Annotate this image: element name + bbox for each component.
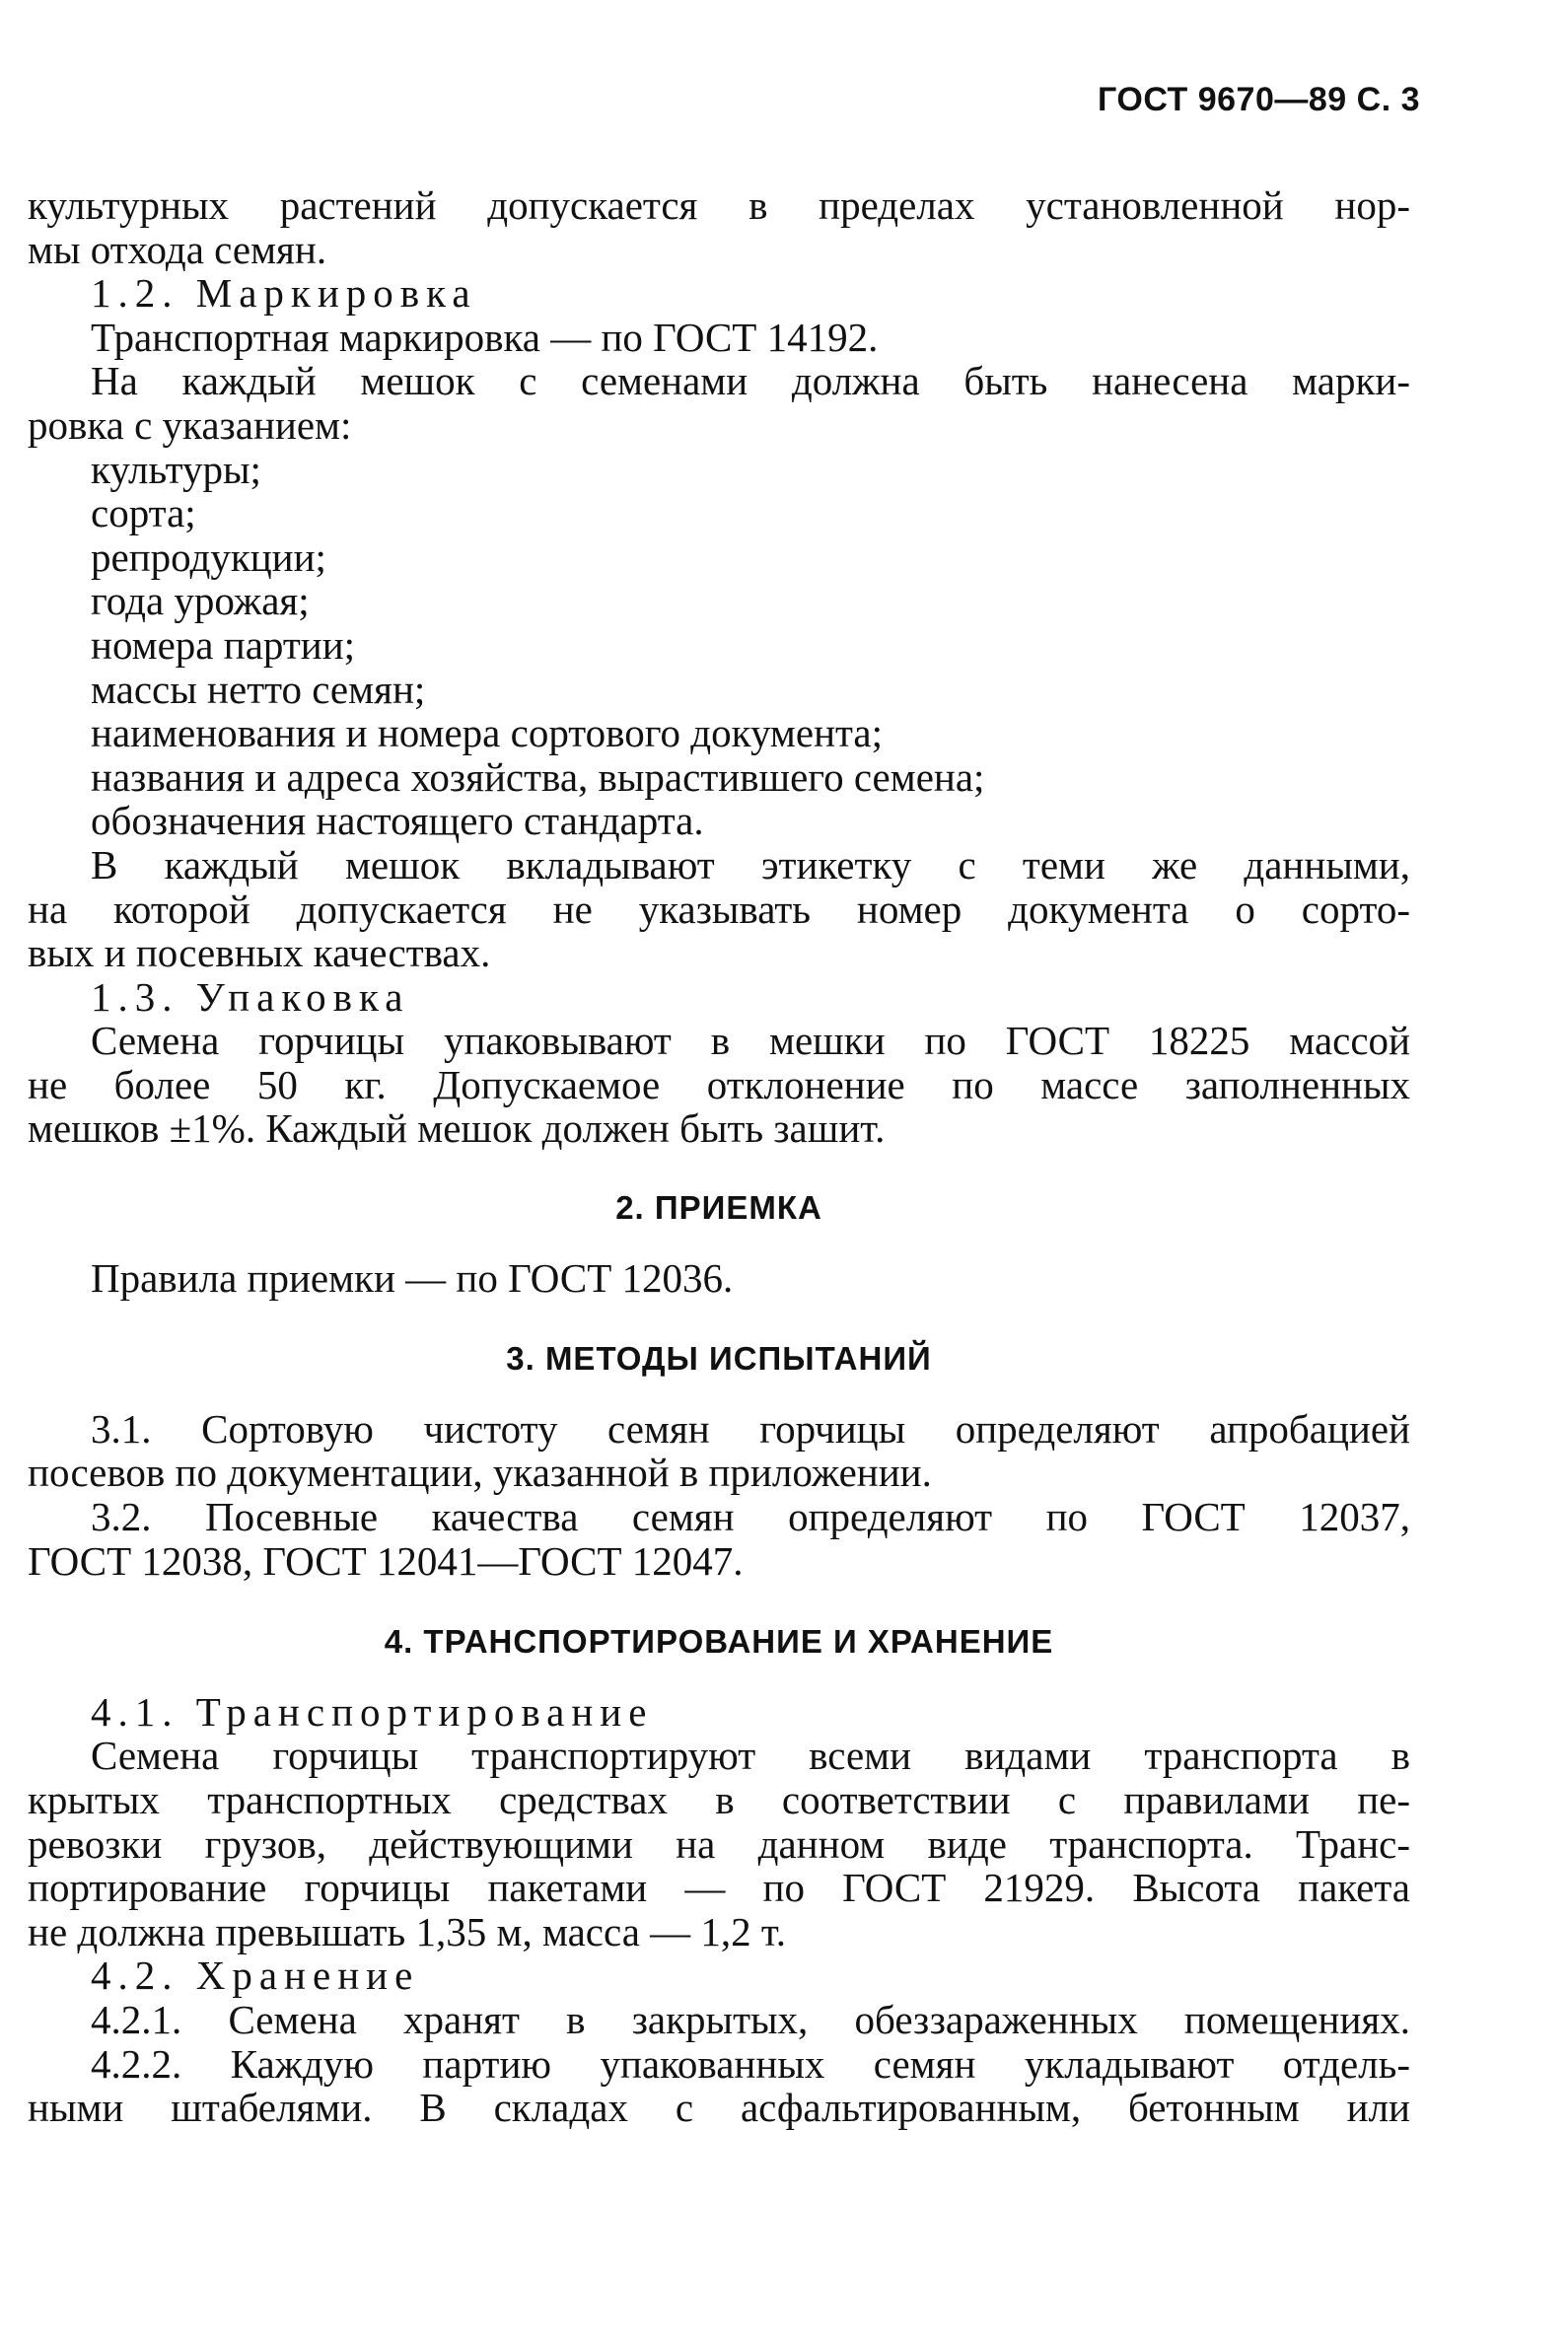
list-item: культуры;: [91, 446, 261, 492]
text-line: не должна превышать 1,35 м, масса — 1,2 т.: [28, 1908, 786, 1954]
text-line: 4.2.2. Каждую партию упакованных семян укладывают отдель-: [91, 2040, 1410, 2087]
text-line: 3.2. Посевные качества семян определяют по ГОСТ 12037,: [91, 1494, 1410, 1540]
subsection-title-packaging: 1.3. Упаковка: [91, 973, 410, 1020]
list-item: сорта;: [91, 490, 196, 536]
subsection-title-marking: 1.2. Маркировка: [91, 270, 477, 317]
text-line: вых и посевных качествах.: [28, 930, 491, 976]
text-line: Семена горчицы транспортируют всеми видами транспорта в: [91, 1733, 1410, 1779]
text-line: ровка с указанием:: [28, 401, 352, 448]
text-line: 4.2.1. Семена хранят в закрытых, обеззараженных помещениях.: [91, 1996, 1410, 2042]
list-item: обозначения настоящего стандарта.: [91, 798, 704, 844]
text-line: культурных растений допускается в пределах установленной нор-: [28, 182, 1410, 228]
running-header: ГОСТ 9670—89 С. 3: [1098, 81, 1420, 118]
list-item: года урожая;: [91, 578, 310, 624]
text-line: мы отхода семян.: [28, 226, 327, 272]
section-heading-acceptance: 2. ПРИЕМКА: [615, 1189, 822, 1227]
text-line: Транспортная маркировка — по ГОСТ 14192.: [91, 314, 879, 360]
text-line: Семена горчицы упаковывают в мешки по ГОСТ 18225 массой: [91, 1018, 1410, 1064]
text-line: ными штабелями. В складах с асфальтированным, бетонным или: [28, 2085, 1410, 2131]
list-item: репродукции;: [91, 533, 326, 580]
section-heading-test-methods: 3. МЕТОДЫ ИСПЫТАНИЙ: [506, 1340, 932, 1378]
text-line: Правила приемки — по ГОСТ 12036.: [91, 1254, 734, 1301]
text-line: ГОСТ 12038, ГОСТ 12041—ГОСТ 12047.: [28, 1537, 744, 1584]
section-heading-transport-storage: 4. ТРАНСПОРТИРОВАНИЕ И ХРАНЕНИЕ: [384, 1623, 1054, 1661]
list-item: номера партии;: [91, 621, 356, 668]
document-body: [28, 183, 1410, 2130]
text-line: на которой допускается не указывать номер документа о сорто-: [28, 886, 1410, 932]
text-line: крытых транспортных средствах в соответствии с правилами пе-: [28, 1777, 1410, 1822]
text-line: посевов по документации, указанной в приложении.: [28, 1450, 932, 1496]
text-line: мешков ±1%. Каждый мешок должен быть зашит.: [28, 1105, 886, 1152]
list-item: массы нетто семян;: [91, 666, 426, 712]
subsection-title-transportation: 4.1. Транспортирование: [91, 1688, 654, 1735]
subsection-title-storage: 4.2. Хранение: [91, 1952, 420, 1999]
text-line: 3.1. Сортовую чистоту семян горчицы определяют апробацией: [91, 1405, 1410, 1452]
text-line: На каждый мешок с семенами должна быть нанесена марки-: [91, 358, 1410, 404]
text-line: В каждый мешок вкладывают этикетку с теми же данными,: [91, 841, 1410, 887]
list-item: названия и адреса хозяйства, вырастившего семена;: [91, 753, 985, 800]
text-line: ревозки грузов, действующими на данном виде транспорта. Транс-: [28, 1820, 1410, 1867]
list-item: наименования и номера сортового документа;: [91, 710, 884, 756]
text-line: не более 50 кг. Допускаемое отклонение по массе заполненных: [28, 1061, 1410, 1107]
text-line: портирование горчицы пакетами — по ГОСТ 21929. Высота пакета: [28, 1865, 1410, 1911]
